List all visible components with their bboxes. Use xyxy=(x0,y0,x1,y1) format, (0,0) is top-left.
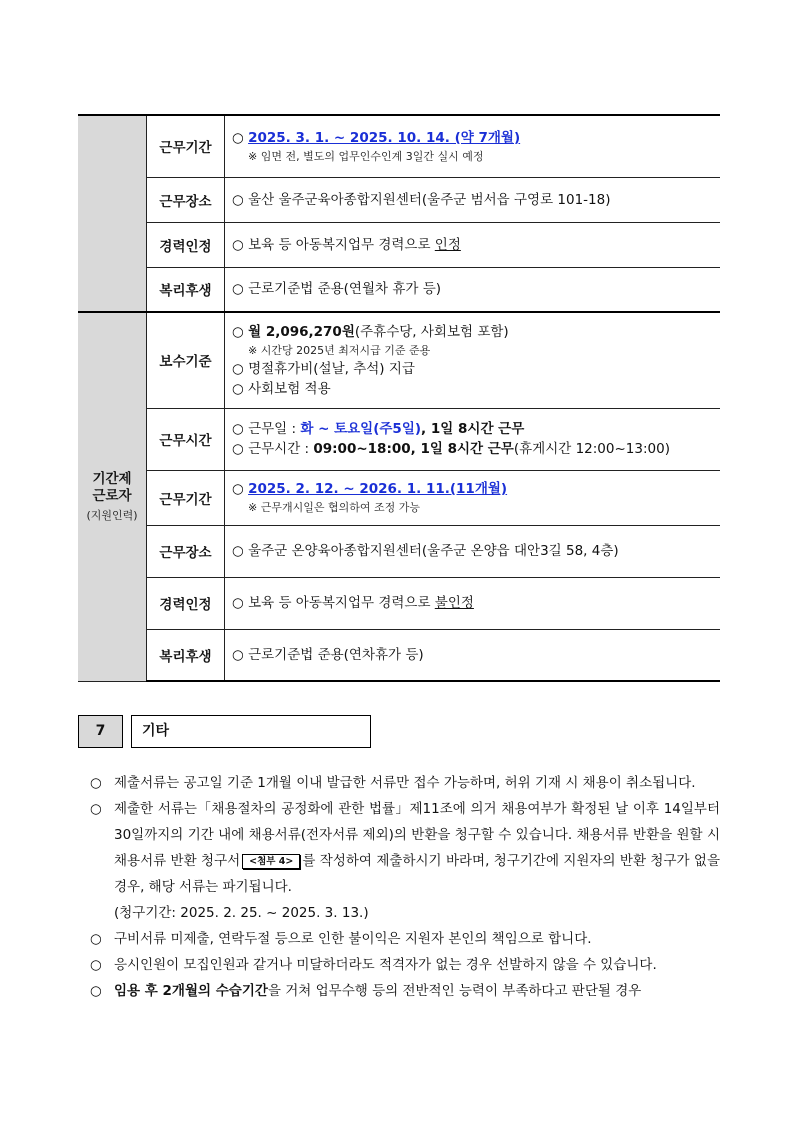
value-work-place-2: ○ 울주군 온양육아종합지원센터(울주군 온양읍 대안3길 58, 4층) xyxy=(225,525,721,577)
label-work-place: 근무장소 xyxy=(147,177,225,222)
value-career: ○ 보육 등 아동복지업무 경력으로 인정 xyxy=(225,222,721,267)
list-item: ○ 제출서류는 공고일 기준 1개월 이내 발급한 서류만 접수 가능하며, 허위 기재 시 채용이 취소됩니다. xyxy=(90,775,696,791)
value-welfare-2: ○ 근로기준법 준용(연차휴가 등) xyxy=(225,629,721,681)
value-work-place: ○ 울산 울주군육아종합지원센터(울주군 범서읍 구영로 101-18) xyxy=(225,177,721,222)
section-title: 기타 xyxy=(131,715,371,748)
label-work-period-2: 근무기간 xyxy=(147,470,225,525)
notice-list xyxy=(90,770,720,1004)
category-title-2: 근로자 xyxy=(92,487,132,504)
employment-conditions-table xyxy=(78,114,720,682)
label-career-2: 경력인정 xyxy=(147,577,225,629)
work-period-dates: 2025. 3. 1. ~ 2025. 10. 14. (약 7개월) xyxy=(248,129,521,146)
value-welfare: ○ 근로기준법 준용(연월차 휴가 등) xyxy=(225,267,721,312)
category-title-1: 기간제 xyxy=(92,470,132,487)
label-welfare-2: 복리후생 xyxy=(147,629,225,681)
label-work-place-2: 근무장소 xyxy=(147,525,225,577)
value-career-2: ○ 보육 등 아동복지업무 경력으로 불인정 xyxy=(225,577,721,629)
label-welfare: 복리후생 xyxy=(147,267,225,312)
list-item: ○ 구비서류 미제출, 연락두절 등으로 인한 불이익은 지원자 본인의 책임으로 합니다. xyxy=(90,931,592,947)
work-period-note: ※ 임면 전, 별도의 업무인수인계 3일간 실시 예정 xyxy=(248,149,484,163)
value-pay: ○ 월 2,096,270원(주휴수당, 사회보험 포함) ※ 시간당 2025년 최저시급 기준 준용 ○ 명절휴가비(설날, 추석) 지급 ○ 사회보험 적용 xyxy=(225,312,721,408)
list-item: ○ 임용 후 2개월의 수습기간을 거쳐 업무수행 등의 전반적인 능력이 부족하다고 판단될 경우 xyxy=(90,983,642,999)
list-item: ○ 응시인원이 모집인원과 같거나 미달하더라도 적격자가 없는 경우 선발하지 않을 수 있습니다. xyxy=(90,957,657,973)
value-work-period-2: ○ 2025. 2. 12. ~ 2026. 1. 11.(11개월) ※ 근무개시일은 협의하여 조정 가능 xyxy=(225,470,721,525)
section-number: 7 xyxy=(78,715,123,748)
attachment-badge: <첨부 4> xyxy=(242,854,300,869)
category-sub: (지원인력) xyxy=(86,508,138,522)
label-hours: 근무시간 xyxy=(147,408,225,470)
label-work-period: 근무기간 xyxy=(147,115,225,177)
category-cell-blank xyxy=(78,115,147,312)
list-item: ○ 제출한 서류는「채용절차의 공정화에 관한 법률」제11조에 의거 채용여부가 확정된 날 이후 14일부터 30일까지의 기간 내에 채용서류(전자서류 제외)의 반환을 청구할 수 있습니다. 채용서류 반환을 원할 시 채용서류 반환 청구서 <첨부 4> 를 작성하여 제출하시기 바라며, 청구기간에 지원자의 반환 청구가 없을 경우, 해당 서류는 파기됩니다. xyxy=(90,801,721,895)
claim-period: (청구기간: 2025. 2. 25. ~ 2025. 3. 13.) xyxy=(114,905,369,921)
label-pay: 보수기준 xyxy=(147,312,225,408)
category-cell-temp-worker xyxy=(78,312,147,681)
label-career: 경력인정 xyxy=(147,222,225,267)
value-work-period: ○ 2025. 3. 1. ~ 2025. 10. 14. (약 7개월) ※ 임면 전, 별도의 업무인수인계 3일간 실시 예정 xyxy=(225,115,721,177)
value-hours: ○ 근무일 : 화 ~ 토요일(주5일), 1일 8시간 근무 ○ 근무시간 : 09:00~18:00, 1일 8시간 근무(휴게시간 12:00~13:00) xyxy=(225,408,721,470)
